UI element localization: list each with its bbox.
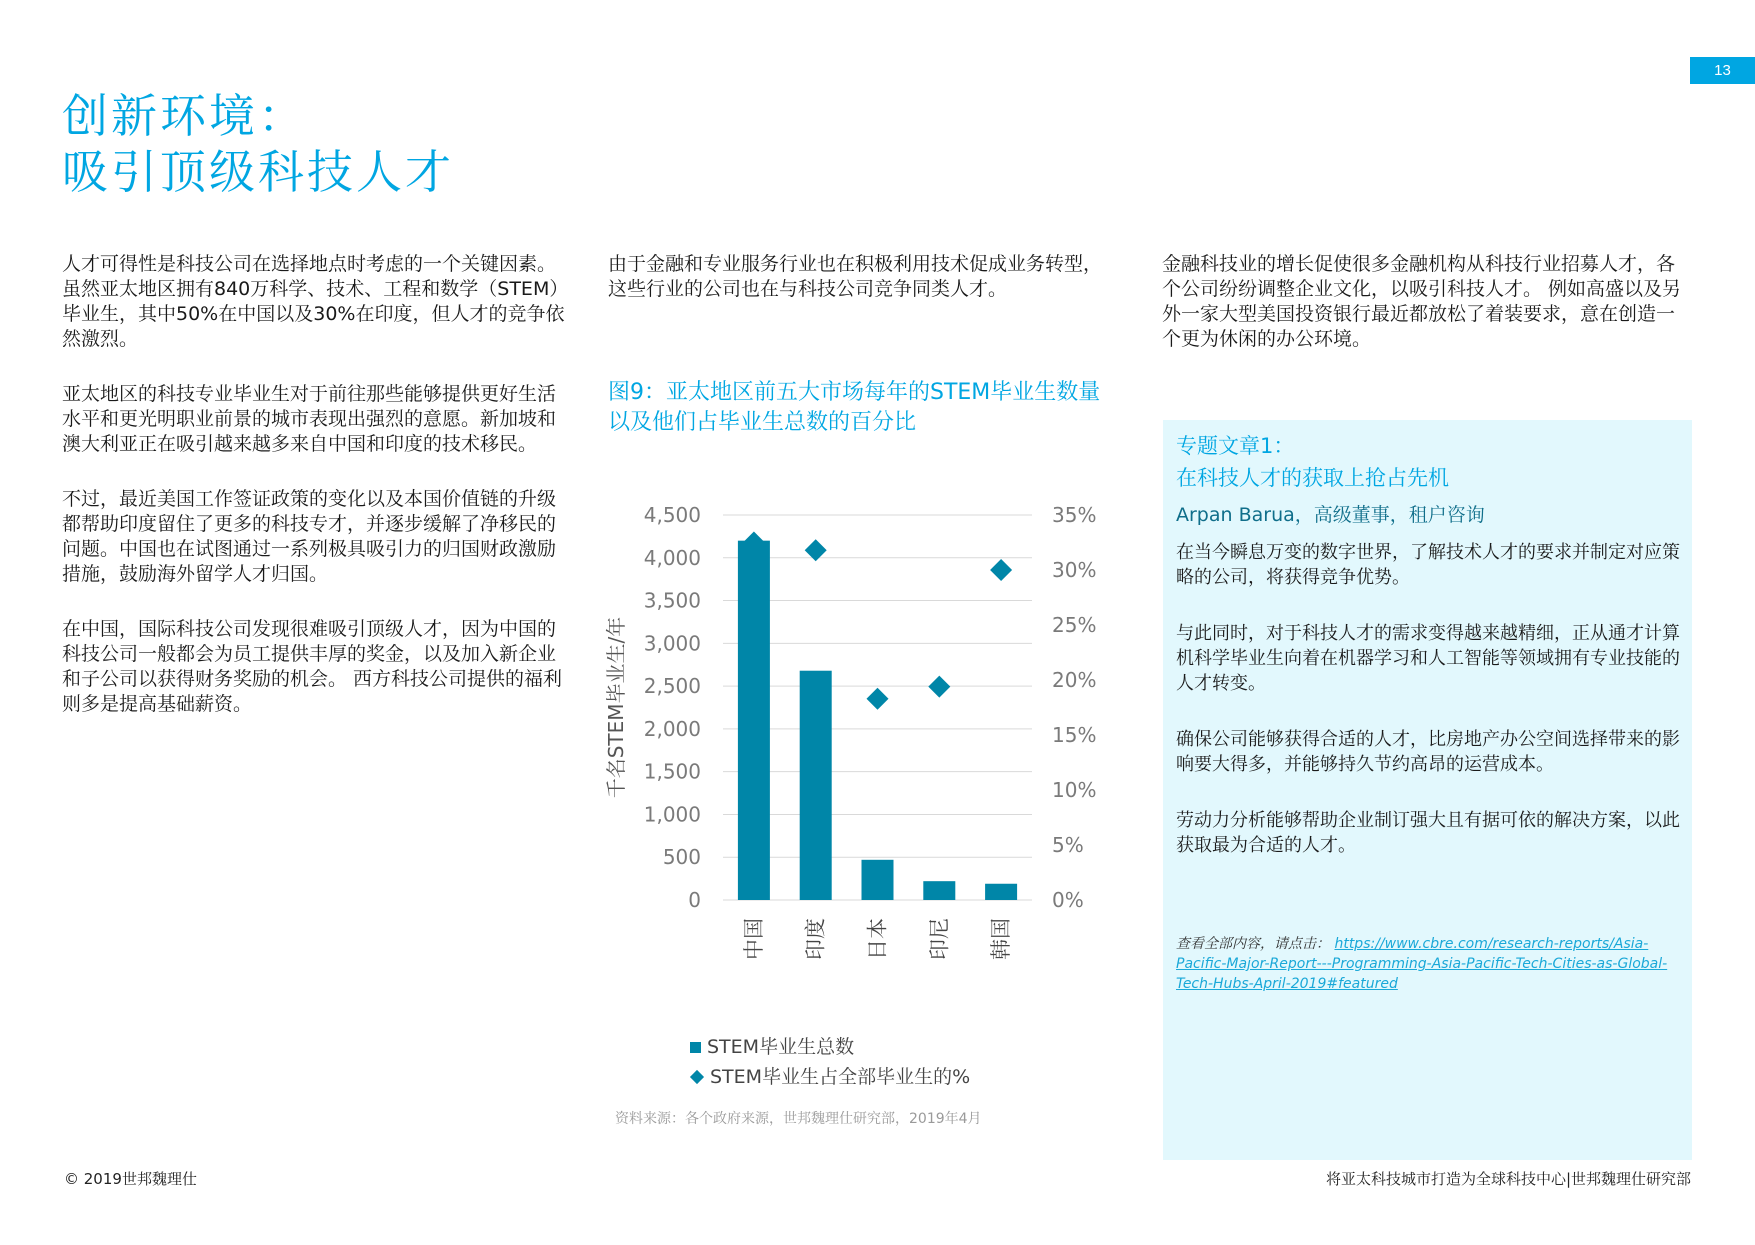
paragraph: 在中国，国际科技公司发现很难吸引顶级人才，因为中国的科技公司一般都会为员工提供丰厚的奖金，以及加入新企业和子公司以获得财务奖励的机会。 西方科技公司提供的福利则多是提高基础薪资。 bbox=[62, 618, 563, 715]
paragraph: 由于金融和专业服务行业也在积极利用技术促成业务转型，这些行业的公司也在与科技公司竞争同类人才。 bbox=[608, 253, 1103, 300]
y2-tick-label: 25% bbox=[1052, 613, 1097, 637]
y-axis-label: 千名STEM毕业生/年 bbox=[604, 616, 628, 799]
paragraph: 亚太地区的科技专业毕业生对于前往那些能够提供更好生活水平和更光明职业前景的城市表现出强烈的意愿。新加坡和澳大利亚正在吸引越来越多来自中国和印度的技术移民。 bbox=[62, 383, 557, 455]
link-prefix: 查看全部内容，请点击： bbox=[1176, 936, 1330, 952]
bar-1 bbox=[800, 671, 832, 900]
feature-heading-title: 在科技人才的获取上抢占先机 bbox=[1176, 466, 1449, 490]
diamond-marker-2 bbox=[867, 688, 889, 710]
paragraph: 金融科技业的增长促使很多金融机构从科技行业招募人才，各个公司纷纷调整企业文化，以吸引科技人才。 例如高盛以及另外一家大型美国投资银行最近都放松了着装要求，意在创造一个更为休闲的办公环境。 bbox=[1162, 253, 1682, 350]
legend-square-icon bbox=[690, 1042, 701, 1053]
feature-link-block bbox=[1176, 934, 1676, 994]
x-tick-label: 印尼 bbox=[927, 918, 952, 960]
diamond-marker-4 bbox=[990, 559, 1012, 581]
paragraph: 不过，最近美国工作签证政策的变化以及本国价值链的升级都帮助印度留住了更多的科技专才，并逐步缓解了净移民的问题。中国也在试图通过一系列极具吸引力的归国财政激励措施，鼓励海外留学人才归国。 bbox=[62, 488, 557, 585]
bar-4 bbox=[985, 884, 1017, 900]
footer-copyright: © 2019世邦魏理仕 bbox=[64, 1170, 197, 1188]
legend-diamond-icon bbox=[690, 1070, 704, 1084]
y-tick-label: 3,500 bbox=[643, 588, 701, 613]
figure-title: 图9：亚太地区前五大市场每年的STEM毕业生数量以及他们占毕业生总数的百分比 bbox=[608, 380, 1101, 435]
y2-tick-label: 35% bbox=[1052, 503, 1097, 527]
legend-item-diamonds bbox=[690, 1062, 970, 1092]
y-tick-label: 1,500 bbox=[643, 759, 701, 784]
bar-2 bbox=[862, 860, 894, 900]
paragraph: 确保公司能够获得合适的人才，比房地产办公空间选择带来的影响要大得多，并能够持久节约高昂的运营成本。 bbox=[1176, 729, 1680, 775]
page-title bbox=[62, 88, 454, 200]
chart-legend bbox=[690, 1032, 970, 1092]
feature-heading-label: 专题文章1： bbox=[1176, 434, 1295, 458]
page-number: 13 bbox=[1690, 57, 1755, 84]
body-column-2 bbox=[608, 252, 1118, 332]
y-tick-label: 2,000 bbox=[643, 716, 701, 741]
y-tick-label: 3,000 bbox=[643, 631, 701, 656]
stem-graduates-chart bbox=[600, 490, 1120, 980]
legend-item-bars bbox=[690, 1032, 970, 1062]
paragraph: 人才可得性是科技公司在选择地点时考虑的一个关键因素。虽然亚太地区拥有840万科学、技术、工程和数学（STEM）毕业生，其中50%在中国以及30%在印度，但人才的竞争依然激烈。 bbox=[62, 253, 569, 350]
bar-0 bbox=[738, 541, 770, 900]
x-tick-label: 中国 bbox=[741, 918, 766, 960]
y-tick-label: 0 bbox=[688, 888, 701, 912]
page-title-line2: 吸引顶级科技人才 bbox=[62, 145, 454, 199]
y-tick-label: 1,000 bbox=[643, 802, 701, 827]
legend-label: STEM毕业生占全部毕业生的% bbox=[710, 1066, 971, 1088]
y2-tick-label: 10% bbox=[1052, 778, 1097, 802]
y2-tick-label: 20% bbox=[1052, 668, 1097, 692]
y-tick-label: 4,500 bbox=[643, 503, 701, 527]
report-link[interactable]: https://www.cbre.com/research-reports/Asia-Pacific-Major-Report---Programming-Asia-Pacific-Tech-Cities-as-Global-Tech-Hubs-April-2019#featured bbox=[1176, 936, 1668, 992]
paragraph: 劳动力分析能够帮助企业制订强大且有据可依的解决方案，以此获取最为合适的人才。 bbox=[1176, 810, 1680, 856]
legend-label: STEM毕业生总数 bbox=[707, 1036, 855, 1058]
bar-3 bbox=[923, 881, 955, 900]
feature-author: Arpan Barua，高级董事，租户咨询 bbox=[1176, 504, 1485, 526]
figure-source: 资料来源：各个政府来源，世邦魏理仕研究部，2019年4月 bbox=[615, 1111, 982, 1127]
footer-report-title: 将亚太科技城市打造为全球科技中心|世邦魏理仕研究部 bbox=[1325, 1170, 1691, 1188]
x-tick-label: 日本 bbox=[865, 918, 890, 960]
diamond-marker-3 bbox=[928, 676, 950, 698]
y2-tick-label: 15% bbox=[1052, 723, 1097, 747]
page-title-line1: 创新环境： bbox=[62, 89, 307, 143]
y2-tick-label: 5% bbox=[1052, 833, 1084, 857]
y-tick-label: 500 bbox=[662, 845, 701, 870]
y2-tick-label: 30% bbox=[1052, 558, 1097, 582]
x-tick-label: 印度 bbox=[803, 918, 828, 960]
body-column-1 bbox=[62, 252, 574, 747]
y2-tick-label: 0% bbox=[1052, 888, 1084, 912]
feature-body bbox=[1176, 540, 1686, 889]
paragraph: 与此同时，对于科技人才的需求变得越来越精细，正从通才计算机科学毕业生向着在机器学习和人工智能等领域拥有专业技能的人才转变。 bbox=[1176, 623, 1680, 694]
y-tick-label: 2,500 bbox=[643, 674, 701, 699]
body-column-3 bbox=[1162, 252, 1682, 382]
x-tick-label: 韩国 bbox=[989, 918, 1014, 960]
y-tick-label: 4,000 bbox=[643, 545, 701, 570]
paragraph: 在当今瞬息万变的数字世界，了解技术人才的要求并制定对应策略的公司，将获得竞争优势。 bbox=[1176, 542, 1680, 588]
